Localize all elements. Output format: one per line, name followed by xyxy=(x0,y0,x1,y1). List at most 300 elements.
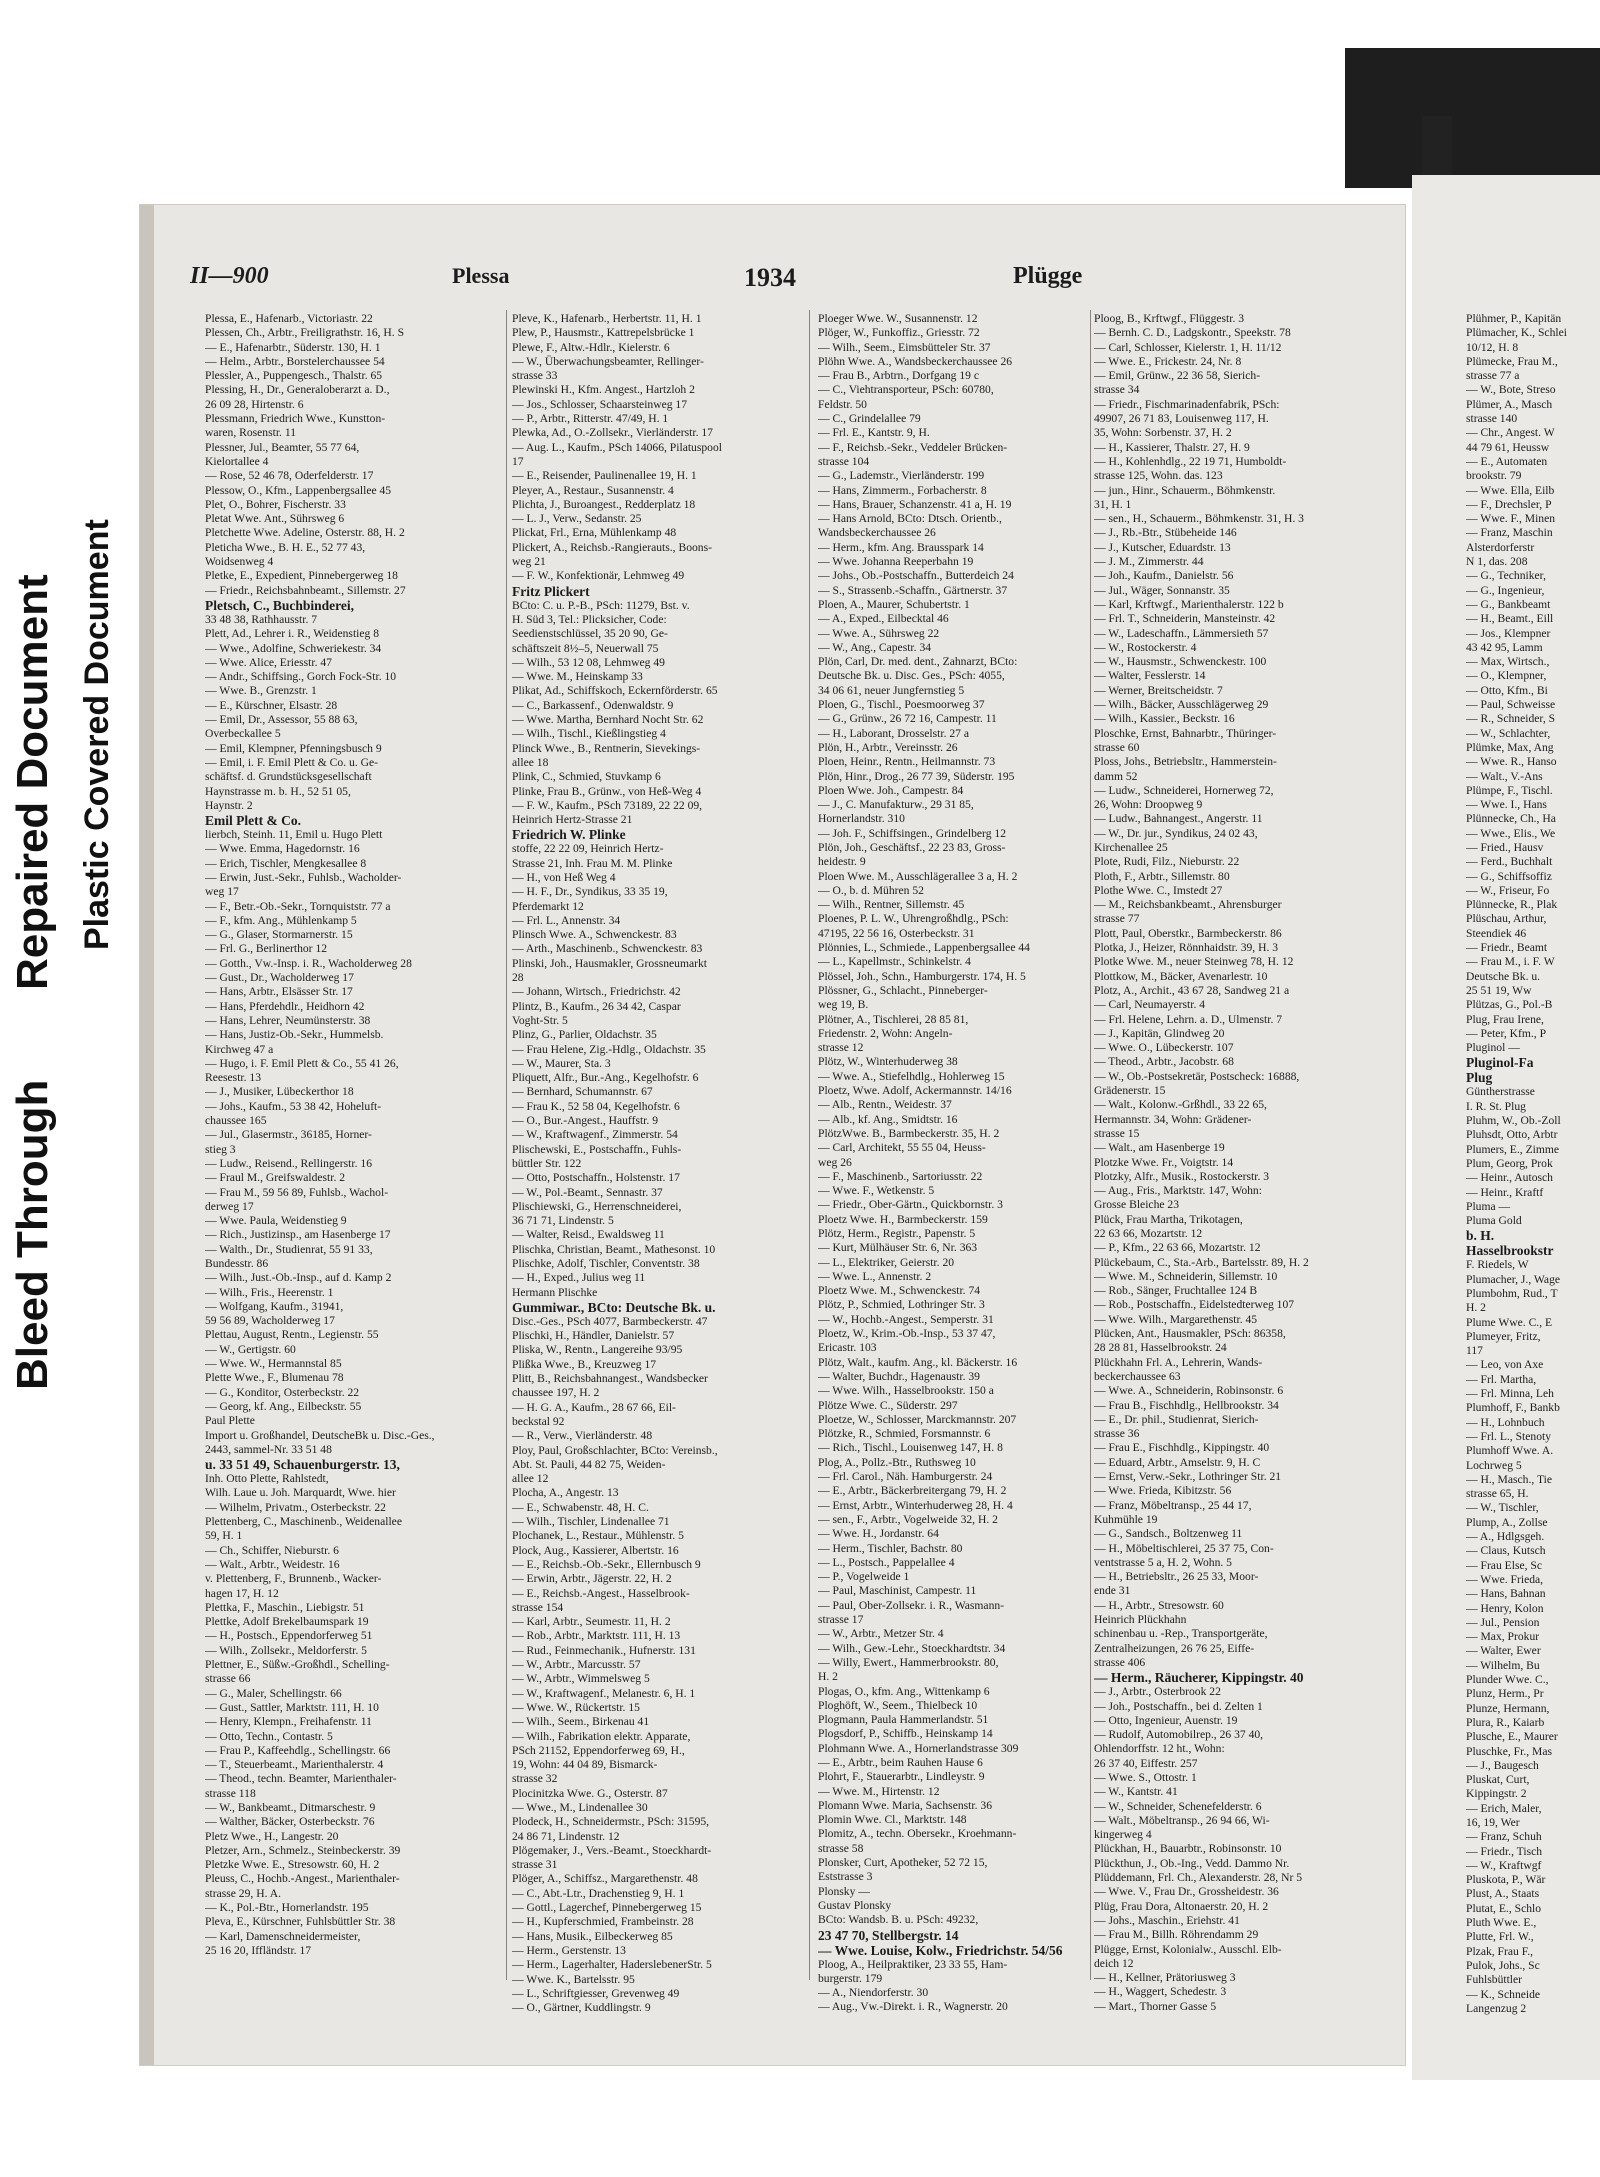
directory-entry: — W., Hochb.-Angest., Semperstr. 31 xyxy=(818,1312,994,1326)
scan-dark-edge xyxy=(1422,116,1452,176)
directory-entry: Plomann Wwe. Maria, Sachsenstr. 36 xyxy=(818,1798,992,1812)
directory-entry: — G., Konditor, Osterbeckstr. 22 xyxy=(205,1385,360,1399)
directory-entry: ende 31 xyxy=(1094,1584,1131,1598)
directory-entry: Pluskat, Curt, xyxy=(1466,1773,1530,1787)
firm-entry: Plug xyxy=(1466,1070,1493,1086)
directory-entry: — Franz, Maschin xyxy=(1466,526,1553,540)
directory-entry: Plottkow, M., Bäcker, Avenarlestr. 10 xyxy=(1094,969,1268,983)
directory-entry: — Wilh., Tischl., Kießlingstieg 4 xyxy=(512,727,666,741)
directory-entry: — Wwe. E., Frickestr. 24, Nr. 8 xyxy=(1094,354,1242,368)
directory-entry: — H., Exped., Julius weg 11 xyxy=(512,1271,646,1285)
directory-entry: Plön, Carl, Dr. med. dent., Zahnarzt, BCto: xyxy=(818,655,1018,669)
running-head-left: Plessa xyxy=(452,263,510,288)
directory-entry: — W., Bote, Streso xyxy=(1466,383,1556,397)
directory-entry: — Erich, Maler, xyxy=(1466,1801,1542,1815)
directory-entry: Ploen, A., Maurer, Schubertstr. 1 xyxy=(818,597,970,611)
directory-entry: Pletzer, Arn., Schmelz., Steinbeckerstr. 39 xyxy=(205,1843,401,1857)
directory-entry: — Carl, Architekt, 55 55 04, Heuss- xyxy=(818,1141,986,1155)
directory-entry: Plön, H., Arbtr., Vereinsstr. 26 xyxy=(818,740,958,754)
directory-entry: — E., Schwabenstr. 48, H. C. xyxy=(512,1500,649,1514)
directory-entry: Friedenstr. 2, Wohn: Angeln- xyxy=(818,1026,953,1040)
directory-entry: brookstr. 79 xyxy=(1466,469,1522,483)
directory-entry: allee 18 xyxy=(512,755,549,769)
directory-entry: — H., von Heß Weg 4 xyxy=(512,870,616,884)
directory-entry: — Claus, Kutsch xyxy=(1466,1544,1546,1558)
firm-entry: Pluginol-Fa xyxy=(1466,1055,1534,1071)
directory-entry: Plessen, Ch., Arbtr., Freiligrathstr. 16, H. S xyxy=(205,326,405,340)
directory-entry: — W., Maurer, Sta. 3 xyxy=(512,1056,611,1070)
directory-entry: — Heinr., Autosch xyxy=(1466,1171,1553,1185)
directory-entry: Plothe Wwe. C., Imstedt 27 xyxy=(1094,883,1223,897)
directory-entry: strasse 12 xyxy=(818,1041,864,1055)
directory-entry: — Wilh., Just.-Ob.-Insp., auf d. Kamp 2 xyxy=(205,1271,392,1285)
directory-entry: — sen., H., Schauerm., Böhmkenstr. 31, H. 3 xyxy=(1094,512,1304,526)
directory-entry: Plug, Frau Irene, xyxy=(1466,1012,1544,1026)
directory-entry: — E., Dr. phil., Studienrat, Sierich- xyxy=(1094,1412,1259,1426)
directory-entry: burgerstr. 179 xyxy=(818,1971,883,1985)
directory-entry: strasse 32 xyxy=(512,1772,558,1786)
directory-entry: — Paul, Maschinist, Campestr. 11 xyxy=(818,1584,977,1598)
directory-entry: Plöger, A., Schiffsz., Margarethenstr. 48 xyxy=(512,1872,698,1886)
directory-entry: Plutat, E., Schlo xyxy=(1466,1901,1542,1915)
directory-entry: Ploetz, Wwe. Adolf, Ackermannstr. 14/16 xyxy=(818,1084,1012,1098)
directory-entry: Feldstr. 50 xyxy=(818,397,867,411)
directory-entry: Plumacher, J., Wage xyxy=(1466,1272,1561,1286)
directory-entry: — W., Tischler, xyxy=(1466,1501,1539,1515)
directory-entry: Kippingstr. 2 xyxy=(1466,1787,1527,1801)
directory-entry: Wilh. Laue u. Joh. Marquardt, Wwe. hier xyxy=(205,1486,396,1500)
directory-entry: 43 42 95, Lamm xyxy=(1466,640,1543,654)
directory-entry: — J. M., Zimmerstr. 44 xyxy=(1094,555,1204,569)
directory-entry: — O., Gärtner, Kuddlingstr. 9 xyxy=(512,2001,651,2015)
directory-entry: Pluth Wwe. E., xyxy=(1466,1916,1537,1930)
directory-entry: — W., Friseur, Fo xyxy=(1466,883,1550,897)
directory-entry: 117 xyxy=(1466,1344,1483,1358)
directory-entry: Plura, R., Kaiarb xyxy=(1466,1715,1545,1729)
directory-entry: — J., Kapitän, Glindweg 20 xyxy=(1094,1026,1225,1040)
directory-entry: Ploog, A., Heilpraktiker, 23 33 55, Ham- xyxy=(818,1957,1008,1971)
directory-entry: — Hans Arnold, BCto: Dtsch. Orientb., xyxy=(818,512,1002,526)
directory-entry: — W., Gertigstr. 60 xyxy=(205,1342,296,1356)
directory-entry: Plöhn Wwe. A., Wandsbeckerchaussee 26 xyxy=(818,354,1013,368)
directory-entry: schinenbau u. -Rep., Transportgeräte, xyxy=(1094,1627,1268,1641)
directory-entry: — F. W., Kaufm., PSch 73189, 22 22 09, xyxy=(512,798,703,812)
directory-entry: — L., Schriftgiesser, Grevenweg 49 xyxy=(512,1986,680,2000)
directory-entry: — G., Grünw., 26 72 16, Campestr. 11 xyxy=(818,712,997,726)
firm-entry: — Wwe. Louise, Kolw., Friedrichstr. 54/56 xyxy=(818,1942,1063,1958)
firm-entry: — Herm., Räucherer, Kippingstr. 40 xyxy=(1094,1670,1304,1686)
directory-entry: Plessmann, Friedrich Wwe., Kunstton- xyxy=(205,412,386,426)
directory-entry: — Ch., Schiffer, Nieburstr. 6 xyxy=(205,1543,339,1557)
directory-entry: — Ludw., Reisend., Rellingerstr. 16 xyxy=(205,1156,373,1170)
directory-entry: — R., Schneider, S xyxy=(1466,712,1556,726)
directory-entry: Ploetz, W., Krim.-Ob.-Insp., 53 37 47, xyxy=(818,1327,996,1341)
directory-entry: — Frl. G., Berlinerthor 12 xyxy=(205,942,328,956)
directory-entry: Plew, P., Hausmstr., Kattrepelsbrücke 1 xyxy=(512,326,695,340)
directory-entry: — Wwe. B., Grenzstr. 1 xyxy=(205,684,317,698)
directory-entry: Plotka, J., Heizer, Rönnhaidstr. 39, H. 3 xyxy=(1094,941,1279,955)
directory-entry: — E., Arbtr., beim Rauhen Hause 6 xyxy=(818,1755,983,1769)
directory-entry: Heinrich Plückhahn xyxy=(1094,1613,1187,1627)
directory-entry: — Gust., Dr., Wacholderweg 17 xyxy=(205,971,354,985)
directory-entry: chaussee 165 xyxy=(205,1114,267,1128)
directory-entry: — Wwe. V., Frau Dr., Grossheidestr. 36 xyxy=(1094,1885,1279,1899)
directory-entry: — O., b. d. Mühren 52 xyxy=(818,883,924,897)
directory-entry: — Alb., Rentn., Weidestr. 37 xyxy=(818,1098,952,1112)
directory-entry: — P., Kfm., 22 63 66, Mozartstr. 12 xyxy=(1094,1241,1261,1255)
directory-entry: Pliquett, Alfr., Bur.-Ang., Kegelhofstr. 6 xyxy=(512,1071,699,1085)
directory-entry: Plögemaker, J., Vers.-Beamt., Stoeckhardt- xyxy=(512,1843,712,1857)
directory-column-2 xyxy=(512,312,800,2015)
directory-entry: — Johs., Maschin., Eriehstr. 41 xyxy=(1094,1913,1240,1927)
directory-entry: — G., Glaser, Stormarnerstr. 15 xyxy=(205,928,353,942)
firm-entry: u. 33 51 49, Schauenburgerstr. 13, xyxy=(205,1457,400,1473)
directory-entry: — Henry, Kolon xyxy=(1466,1601,1544,1615)
directory-entry: schäftszeit 8½–5, Neuerwall 75 xyxy=(512,641,659,655)
directory-entry: PlötzWwe. B., Barmbeckerstr. 35, H. 2 xyxy=(818,1126,1000,1140)
directory-entry: — Joh., Postschaffn., bei d. Zelten 1 xyxy=(1094,1699,1263,1713)
directory-entry: — Bernhard, Schumannstr. 67 xyxy=(512,1085,653,1099)
directory-entry: — Jul., Wäger, Sonnanstr. 35 xyxy=(1094,583,1230,597)
directory-entry: — Wwe. O., Lübeckerstr. 107 xyxy=(1094,1041,1234,1055)
directory-entry: Plessow, O., Kfm., Lappenbergsallee 45 xyxy=(205,483,392,497)
directory-entry: Ploghöft, W., Seem., Thielbeck 10 xyxy=(818,1698,978,1712)
firm-entry: Friedrich W. Plinke xyxy=(512,827,626,843)
directory-entry: — H. F., Dr., Syndikus, 33 35 19, xyxy=(512,885,668,899)
directory-entry: — Frl. L., Stenoty xyxy=(1466,1429,1552,1443)
directory-entry: hagen 17, H. 12 xyxy=(205,1586,279,1600)
directory-entry: — Rob., Sänger, Fruchtallee 124 B xyxy=(1094,1284,1258,1298)
directory-entry: — H., Lohnbuch xyxy=(1466,1415,1545,1429)
directory-entry: Plinke, Frau B., Grünw., von Heß-Weg 4 xyxy=(512,784,702,798)
directory-entry: Plumers, E., Zimme xyxy=(1466,1142,1560,1156)
directory-entry: — O., Bur.-Angest., Hauffstr. 9 xyxy=(512,1114,658,1128)
directory-entry: Plinsch Wwe. A., Schwenckestr. 83 xyxy=(512,928,677,942)
directory-entry: Plötzke, R., Schmied, Forsmannstr. 6 xyxy=(818,1427,991,1441)
directory-entry: 33 48 38, Rathhausstr. 7 xyxy=(205,612,318,626)
directory-entry: — Walt., am Hasenberge 19 xyxy=(1094,1141,1225,1155)
directory-entry: Plessner, Jul., Beamter, 55 77 64, xyxy=(205,440,360,454)
directory-entry: — Wwe. Alice, Eriesstr. 47 xyxy=(205,655,332,669)
directory-entry: — E., Hafenarbtr., Süderstr. 130, H. 1 xyxy=(205,340,381,354)
directory-entry: — Frl. L., Annenstr. 34 xyxy=(512,913,621,927)
directory-entry: — H., Masch., Tie xyxy=(1466,1472,1552,1486)
directory-entry: Pleve, K., Hafenarb., Herbertstr. 11, H. 1 xyxy=(512,312,702,325)
directory-entry: weg 19, B. xyxy=(818,998,869,1012)
directory-entry: — Walter, Ewer xyxy=(1466,1644,1541,1658)
directory-entry: Plössel, Joh., Schn., Hamburgerstr. 174, H. 5 xyxy=(818,969,1026,983)
directory-entry: Plume Wwe. C., E xyxy=(1466,1315,1553,1329)
directory-entry: Plückebaum, C., Sta.-Arb., Bartelsstr. 89, H. 2 xyxy=(1094,1255,1309,1269)
directory-entry: — Herm., kfm. Ang. Brausspark 14 xyxy=(818,540,984,554)
directory-entry: Plock, Aug., Kassierer, Albertstr. 16 xyxy=(512,1543,679,1557)
directory-entry: Plücken, Ant., Hausmakler, PSch: 86358, xyxy=(1094,1327,1286,1341)
directory-entry: Plust, A., Staats xyxy=(1466,1887,1540,1901)
directory-entry: — Johs., Ob.-Postschaffn., Butterdeich 24 xyxy=(818,569,1014,583)
directory-entry: — Rob., Arbtr., Marktstr. 111, H. 13 xyxy=(512,1629,681,1643)
directory-entry: Ploetz Wwe. H., Barmbeckerstr. 159 xyxy=(818,1212,988,1226)
directory-entry: — Jos., Schlosser, Schaarsteinweg 17 xyxy=(512,397,688,411)
directory-entry: Plettner, E., Süßw.-Großhdl., Schelling- xyxy=(205,1658,390,1672)
directory-entry: — W., Dr. jur., Syndikus, 24 02 43, xyxy=(1094,826,1258,840)
directory-entry: — J., Kutscher, Eduardstr. 13 xyxy=(1094,540,1231,554)
directory-entry: — Wwe. M., Schneiderin, Sillemstr. 10 xyxy=(1094,1269,1278,1283)
directory-entry: 28 xyxy=(512,971,524,985)
directory-entry: strasse 58 xyxy=(818,1841,864,1855)
directory-entry: Ohlendorffstr. 12 ht., Wohn: xyxy=(1094,1742,1225,1756)
directory-entry: — H., Kassierer, Thalstr. 27, H. 9 xyxy=(1094,440,1250,454)
directory-entry: Plikat, Ad., Schiffskoch, Eckernförderstr. 65 xyxy=(512,684,718,698)
directory-entry: — Joh., Kaufm., Danielstr. 56 xyxy=(1094,569,1234,583)
directory-entry: — Hans, Pferdehdlr., Heidhorn 42 xyxy=(205,999,365,1013)
directory-entry: Voght-Str. 5 xyxy=(512,1013,568,1027)
directory-entry: — Herm., Lagerhalter, HaderslebenerStr. 5 xyxy=(512,1958,712,1972)
directory-entry: strasse 36 xyxy=(1094,1427,1140,1441)
directory-entry: Pferdemarkt 12 xyxy=(512,899,584,913)
directory-entry: 59, H. 1 xyxy=(205,1529,243,1543)
directory-entry: — Carl, Schlosser, Kielerstr. 1, H. 11/12 xyxy=(1094,340,1282,354)
directory-entry: — F., Betr.-Ob.-Sekr., Tornquiststr. 77 a xyxy=(205,899,391,913)
directory-entry: — Jul., Glasermstr., 36185, Horner- xyxy=(205,1128,372,1142)
directory-entry: Ploog, B., Krftwgf., Flüggestr. 3 xyxy=(1094,312,1245,325)
directory-entry: Import u. Großhandel, DeutscheBk u. Disc.-Ges., xyxy=(205,1428,435,1442)
directory-entry: — W., Schlachter, xyxy=(1466,726,1551,740)
directory-entry: — Frl. Helene, Lehrn. a. D., Ulmenstr. 7 xyxy=(1094,1012,1283,1026)
directory-entry: — W., Schneider, Schenefelderstr. 6 xyxy=(1094,1799,1262,1813)
directory-entry: — Herm., Tischler, Bachstr. 80 xyxy=(818,1541,963,1555)
directory-entry: — Rudolf, Automobilrep., 26 37 40, xyxy=(1094,1728,1264,1742)
directory-entry: — Walt., Arbtr., Weidestr. 16 xyxy=(205,1557,340,1571)
directory-entry: — Bernh. C. D., Ladgskontr., Speekstr. 78 xyxy=(1094,326,1291,340)
directory-entry: — H., Arbtr., Stresowstr. 60 xyxy=(1094,1598,1224,1612)
directory-entry: Plogas, O., kfm. Ang., Wittenkamp 6 xyxy=(818,1684,990,1698)
directory-entry: — Arth., Maschinenb., Schwenckestr. 83 xyxy=(512,942,703,956)
directory-entry: strasse 29, H. A. xyxy=(205,1886,281,1900)
directory-entry: weg 21 xyxy=(512,555,546,569)
directory-entry: — Wwe. H., Jordanstr. 64 xyxy=(818,1527,939,1541)
directory-entry: strasse 66 xyxy=(205,1672,251,1686)
directory-entry: — W., Kraftwagenf., Zimmerstr. 54 xyxy=(512,1128,678,1142)
directory-entry: 26 37 40, Eiffestr. 257 xyxy=(1094,1756,1198,1770)
directory-entry: — Jos., Klempner xyxy=(1466,626,1551,640)
firm-entry: Emil Plett & Co. xyxy=(205,813,301,829)
directory-entry: — Wwe. W., Rückertstr. 15 xyxy=(512,1700,640,1714)
directory-entry: Grädenerstr. 15 xyxy=(1094,1084,1166,1098)
directory-entry: — L. J., Verw., Sedanstr. 25 xyxy=(512,512,642,526)
directory-entry: — Wilh., Rentner, Sillemstr. 45 xyxy=(818,898,965,912)
directory-entry: — Frau M., 59 56 89, Fuhlsb., Wachol- xyxy=(205,1185,389,1199)
directory-entry: — M., Reichsbankbeamt., Ahrensburger xyxy=(1094,898,1282,912)
directory-entry: — Wwe. F., Wetkenstr. 5 xyxy=(818,1184,935,1198)
directory-entry: Plewinski H., Kfm. Angest., Hartzloh 2 xyxy=(512,383,695,397)
directory-entry: Plocha, A., Angestr. 13 xyxy=(512,1486,619,1500)
directory-entry: Plötze Wwe. C., Süderstr. 297 xyxy=(818,1398,958,1412)
directory-entry: Plonsky — xyxy=(818,1884,870,1898)
directory-entry: strasse 406 xyxy=(1094,1655,1146,1669)
directory-entry: 17 xyxy=(512,454,524,468)
directory-entry: Plotke Wwe. M., neuer Steinweg 78, H. 12 xyxy=(1094,955,1294,969)
directory-entry: Pluginol — xyxy=(1466,1041,1520,1055)
directory-entry: Fuhlsbüttler xyxy=(1466,1973,1523,1987)
directory-entry: Plickert, A., Reichsb.-Rangierauts., Boons- xyxy=(512,540,712,554)
directory-entry: — W., Bankbeamt., Ditmarschestr. 9 xyxy=(205,1800,376,1814)
directory-entry: — F. W., Konfektionär, Lehmweg 49 xyxy=(512,569,685,583)
directory-entry: Disc.-Ges., PSch 4077, Barmbeckerstr. 47 xyxy=(512,1314,708,1328)
directory-entry: — Emil, Klempner, Pfenningsbusch 9 xyxy=(205,741,382,755)
directory-entry: — Friedr., Fischmarinadenfabrik, PSch: xyxy=(1094,397,1280,411)
directory-entry: N 1, das. 208 xyxy=(1466,555,1528,569)
directory-entry: — Karl, Krftwgf., Marienthalerstr. 122 b xyxy=(1094,597,1284,611)
directory-entry: — L., Postsch., Pappelallee 4 xyxy=(818,1555,955,1569)
directory-entry: Plümke, Max, Ang xyxy=(1466,740,1554,754)
directory-entry: — H., Möbeltischlerei, 25 37 75, Con- xyxy=(1094,1541,1274,1555)
directory-entry: Plogsdorf, P., Schiffb., Heinskamp 14 xyxy=(818,1727,993,1741)
directory-entry: — Georg, kf. Ang., Eilbeckstr. 55 xyxy=(205,1399,362,1413)
directory-entry: Ploeger Wwe. W., Susannenstr. 12 xyxy=(818,312,978,325)
directory-entry: 44 79 61, Heussw xyxy=(1466,440,1550,454)
directory-entry: — Wwe. Wilh., Hasselbrookstr. 150 a xyxy=(818,1384,994,1398)
directory-entry: — jun., Hinr., Schauerm., Böhmkenstr. xyxy=(1094,483,1276,497)
directory-entry: — H., Kupferschmied, Frambeinstr. 28 xyxy=(512,1915,694,1929)
directory-entry: — Wilh., Fabrikation elektr. Apparate, xyxy=(512,1729,691,1743)
directory-column-4 xyxy=(1094,312,1394,2014)
directory-entry: — Walt., Möbeltransp., 26 94 66, Wi- xyxy=(1094,1813,1270,1827)
directory-entry: Pleva, E., Kürschner, Fuhlsbüttler Str. 38 xyxy=(205,1915,396,1929)
directory-entry: Plinck Wwe., B., Rentnerin, Sievekings- xyxy=(512,741,701,755)
directory-entry: Plischiewski, G., Herrenschneiderei, xyxy=(512,1199,682,1213)
directory-entry: — J., Baugesch xyxy=(1466,1758,1539,1772)
column-rule xyxy=(1090,310,1091,1980)
directory-entry: — A., Hdlgsgeh. xyxy=(1466,1530,1545,1544)
directory-entry: Plott, Paul, Oberstkr., Barmbeckerstr. 86 xyxy=(1094,926,1282,940)
directory-entry: Plunz, Herm., Pr xyxy=(1466,1687,1544,1701)
directory-entry: — Wwe. Paula, Weidenstieg 9 xyxy=(205,1214,347,1228)
directory-entry: — J., Arbtr., Osterbrook 22 xyxy=(1094,1685,1221,1699)
directory-entry: — Franz, Schuh xyxy=(1466,1830,1542,1844)
directory-entry: Plomitz, A., techn. Obersekr., Kroehmann- xyxy=(818,1827,1017,1841)
directory-entry: — S., Strassenb.-Schaffn., Gärtnerstr. 37 xyxy=(818,583,1008,597)
directory-entry: — Wilh., Zollsekr., Meldorferstr. 5 xyxy=(205,1643,367,1657)
directory-entry: Pliska, W., Rentn., Langereihe 93/95 xyxy=(512,1343,683,1357)
directory-column-3 xyxy=(818,312,1090,2015)
directory-entry: Grosse Bleiche 23 xyxy=(1094,1198,1180,1212)
directory-entry: — C., Barkassenf., Odenwaldstr. 9 xyxy=(512,698,674,712)
directory-entry: strasse 15 xyxy=(1094,1126,1140,1140)
directory-entry: 59 56 89, Wacholderweg 17 xyxy=(205,1314,335,1328)
scan-dark-border xyxy=(1345,48,1600,188)
directory-entry: — P., Vogelweide 1 xyxy=(818,1570,910,1584)
directory-entry: — Otto, Kfm., Bi xyxy=(1466,683,1548,697)
directory-entry: — Heinr., Kraftf xyxy=(1466,1185,1544,1199)
directory-entry: — L., Kapellmstr., Schinkelstr. 4 xyxy=(818,955,971,969)
directory-entry: 28 28 81, Hasselbrookstr. 24 xyxy=(1094,1341,1227,1355)
directory-entry: — Wwe. F., Minen xyxy=(1466,512,1556,526)
directory-entry: Kirchenallee 25 xyxy=(1094,840,1168,854)
directory-entry: weg 26 xyxy=(818,1155,852,1169)
directory-entry: lierbch, Steinh. 11, Emil u. Hugo Plett xyxy=(205,828,383,842)
directory-entry: — Johs., Kaufm., 53 38 42, Hoheluft- xyxy=(205,1099,382,1113)
directory-entry: 24 86 71, Lindenstr. 12 xyxy=(512,1829,620,1843)
directory-entry: Plück, Frau Martha, Trikotagen, xyxy=(1094,1212,1243,1226)
page-number: II—900 xyxy=(190,263,269,289)
directory-entry: — Wwe. A., Stiefelhdlg., Hohlerweg 15 xyxy=(818,1069,1005,1083)
directory-entry: — Gottl., Lagerchef, Pinnebergerweg 15 xyxy=(512,1901,702,1915)
directory-entry: beckstal 92 xyxy=(512,1414,565,1428)
directory-entry: strasse 33 xyxy=(512,369,558,383)
directory-entry: — Kurt, Mülhäuser Str. 6, Nr. 363 xyxy=(818,1241,978,1255)
directory-entry: Pluhm, W., Ob.-Zoll xyxy=(1466,1114,1561,1128)
directory-entry: — L., Elektriker, Geierstr. 20 xyxy=(818,1255,955,1269)
directory-entry: — Eduard, Arbtr., Amselstr. 9, H. C xyxy=(1094,1455,1261,1469)
directory-entry: Plog, A., Pollz.-Btr., Ruthsweg 10 xyxy=(818,1455,976,1469)
directory-entry: Wandsbeckerchaussee 26 xyxy=(818,526,936,540)
directory-entry: — J., Rb.-Btr., Stübeheide 146 xyxy=(1094,526,1237,540)
directory-entry: 31, H. 1 xyxy=(1094,497,1132,511)
directory-entry: 36 71 71, Lindenstr. 5 xyxy=(512,1214,614,1228)
directory-entry: — Wwe. M., Hirtenstr. 12 xyxy=(818,1784,940,1798)
directory-entry: — Walth., Dr., Studienrat, 55 91 33, xyxy=(205,1242,373,1256)
directory-entry: Plötz, Walt., kaufm. Ang., kl. Bäckerstr. 16 xyxy=(818,1355,1018,1369)
directory-entry: — Frau P., Kaffeehdlg., Schellingstr. 66 xyxy=(205,1743,391,1757)
directory-entry: — Wilh., Seem., Eimsbütteler Str. 37 xyxy=(818,340,991,354)
directory-entry: — H., Kohlenhdlg., 22 19 71, Humboldt- xyxy=(1094,454,1287,468)
directory-entry: — G., Lademstr., Vierländerstr. 199 xyxy=(818,469,985,483)
directory-entry: — Wwe. Frieda, xyxy=(1466,1572,1544,1586)
directory-entry: Plischka, Christian, Beamt., Mathesonst. 10 xyxy=(512,1242,716,1256)
directory-entry: — Wilhelm, Bu xyxy=(1466,1658,1540,1672)
directory-entry: Plinski, Joh., Hausmakler, Grossneumarkt xyxy=(512,956,707,970)
directory-entry: Pleuss, C., Hochb.-Angest., Marienthaler- xyxy=(205,1872,400,1886)
directory-entry: Plote, Rudi, Filz., Nieburstr. 22 xyxy=(1094,855,1240,869)
directory-entry: H. Süd 3, Tel.: Plicksicher, Code: xyxy=(512,612,667,626)
directory-entry: — Leo, von Axe xyxy=(1466,1358,1544,1372)
directory-entry: Plotzky, Alfr., Musik., Rostockerstr. 3 xyxy=(1094,1169,1270,1183)
directory-entry: Plohmann Wwe. A., Hornerlandstrasse 309 xyxy=(818,1741,1019,1755)
directory-entry: Plümer, A., Masch xyxy=(1466,397,1553,411)
directory-entry: — Erwin, Arbtr., Jägerstr. 22, H. 2 xyxy=(512,1572,672,1586)
page-gutter xyxy=(140,205,154,2065)
stamp-repaired-document: Repaired Document xyxy=(8,574,57,990)
directory-entry: — Aug. L., Kaufm., PSch 14066, Pilatuspool xyxy=(512,440,722,454)
directory-entry: — Walt., Kolonw.-Grßhdl., 33 22 65, xyxy=(1094,1098,1267,1112)
directory-entry: — Wilh., Gew.-Lehr., Stoeckhardtstr. 34 xyxy=(818,1641,1006,1655)
directory-entry: strasse 77 a xyxy=(1466,369,1520,383)
directory-entry: Zentralheizungen, 26 76 25, Eiffe- xyxy=(1094,1641,1255,1655)
directory-entry: Plet, O., Bohrer, Fischerstr. 33 xyxy=(205,497,346,511)
directory-entry: Seedienstschlüssel, 35 20 90, Ge- xyxy=(512,627,668,641)
directory-column-5 xyxy=(1466,312,1600,2016)
directory-entry: Plümpe, F., Tischl. xyxy=(1466,783,1553,797)
directory-entry: Pluskota, P., Wär xyxy=(1466,1873,1546,1887)
directory-entry: — W., Überwachungsbeamter, Rellinger- xyxy=(512,354,704,368)
directory-entry: — Hans, Brauer, Schanzenstr. 41 a, H. 19 xyxy=(818,497,1012,511)
directory-entry: — Hans, Bahnan xyxy=(1466,1587,1546,1601)
directory-entry: 22 63 66, Mozartstr. 12 xyxy=(1094,1227,1203,1240)
directory-entry: Plißka Wwe., B., Kreuzweg 17 xyxy=(512,1357,657,1371)
directory-entry: — Carl, Neumayerstr. 4 xyxy=(1094,998,1206,1012)
directory-entry: Alsterdorferstr xyxy=(1466,540,1535,554)
directory-entry: — Frau B., Fischhdlg., Hellbrookstr. 34 xyxy=(1094,1398,1279,1412)
directory-entry: — Wilh., Bäcker, Ausschlägerweg 29 xyxy=(1094,698,1269,712)
directory-entry: — Henry, Klempn., Freihafenstr. 11 xyxy=(205,1715,372,1729)
directory-entry: Pluschke, Fr., Mas xyxy=(1466,1744,1552,1758)
directory-entry: Abt. St. Pauli, 44 82 75, Weiden- xyxy=(512,1457,666,1471)
directory-entry: — Emil, i. F. Emil Plett & Co. u. Ge- xyxy=(205,755,378,769)
directory-entry: damm 52 xyxy=(1094,769,1138,783)
directory-entry: 19, Wohn: 44 04 89, Bismarck- xyxy=(512,1758,658,1772)
directory-entry: Pluma Gold xyxy=(1466,1214,1522,1228)
directory-entry: Plotzke Wwe. Fr., Voigtstr. 14 xyxy=(1094,1155,1234,1169)
